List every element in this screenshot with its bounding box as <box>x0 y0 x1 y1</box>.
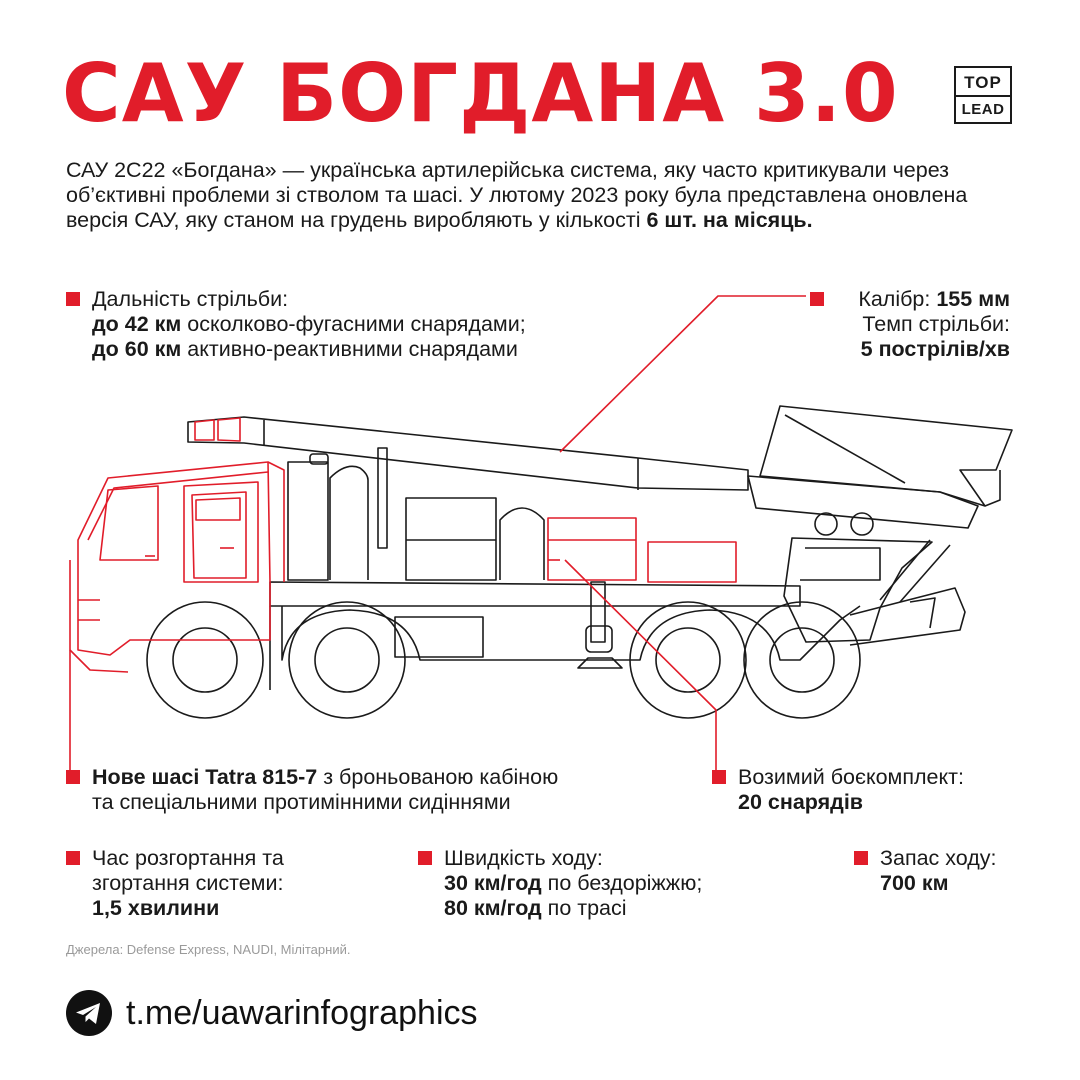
reserve-value-line <box>854 871 997 896</box>
bullet-square-icon <box>66 770 80 784</box>
speed-road-value: 80 км/год <box>444 896 542 920</box>
deploy-value: 1,5 хвилини <box>92 896 220 920</box>
speed-offroad-text: по бездоріжжю; <box>541 871 703 895</box>
ammo-value: 20 снарядів <box>738 790 864 814</box>
fact-chassis <box>66 765 558 815</box>
bullet-square-icon <box>66 292 80 306</box>
rate-value-line <box>810 337 1010 362</box>
bullet-square-icon <box>418 851 432 865</box>
reserve-label: Запас ходу: <box>880 846 997 870</box>
chassis-bold: Нове шасі Tatra 815-7 <box>92 765 318 789</box>
telegram-plane-glyph <box>66 990 112 1036</box>
range-rap-text: активно-реактивними снарядами <box>181 337 518 361</box>
caliber-line <box>810 287 1010 312</box>
bullet-square-icon <box>854 851 868 865</box>
ammo-value-line <box>712 790 964 815</box>
fact-caliber <box>810 287 1010 362</box>
range-he-text: осколково-фугасними снарядами; <box>181 312 526 336</box>
chassis-line-2: та спеціальними протимінними сидіннями <box>92 790 511 814</box>
chassis-line-1 <box>66 765 558 790</box>
range-line-1 <box>66 312 526 337</box>
rate-value: 5 пострілів/хв <box>860 337 1010 361</box>
range-he-value: до 42 км <box>92 312 182 336</box>
speed-offroad-value: 30 км/год <box>444 871 542 895</box>
speed-label: Швидкість ходу: <box>444 846 603 870</box>
speed-line-1 <box>418 871 702 896</box>
reserve-value: 700 км <box>880 871 949 895</box>
fact-speed <box>418 846 702 921</box>
bullet-square-icon <box>712 770 726 784</box>
bullet-square-icon <box>810 292 824 306</box>
rate-label: Темп стрільби: <box>862 312 1010 336</box>
truck-highlight-outline <box>70 296 806 775</box>
speed-road-text: по трасі <box>541 896 627 920</box>
deploy-line-1: Час розгортання та <box>92 846 284 870</box>
fact-firing-range <box>66 287 526 362</box>
ammo-label: Возимий боєкомплект: <box>738 765 964 789</box>
caliber-label: Калібр: <box>858 287 937 311</box>
logo-bottom-text: LEAD <box>961 101 1005 118</box>
fact-deploy-time <box>66 846 284 921</box>
telegram-icon[interactable] <box>66 990 112 1036</box>
chassis-text: з броньованою кабіною <box>317 765 559 789</box>
fact-range-reserve <box>854 846 997 896</box>
range-rap-value: до 60 км <box>92 337 182 361</box>
truck-body-outline <box>147 406 1012 718</box>
bullet-square-icon <box>66 851 80 865</box>
intro-text: САУ 2С22 «Богдана» — українська артилерійська система, яку часто критикували через об’єктивні проблеми зі стволом та шасі. У лютому 2023 року була представлена оновлена версія САУ, яку станом на грудень виробляють у кількості <box>66 158 968 232</box>
logo-top-text: TOP <box>964 73 1002 92</box>
caliber-value: 155 мм <box>936 287 1010 311</box>
fact-ammo <box>712 765 964 815</box>
range-label: Дальність стрільби: <box>92 287 289 311</box>
sources-note: Джерела: Defense Express, NAUDI, Мілітарний. <box>66 942 351 957</box>
range-line-2 <box>66 337 526 362</box>
speed-line-2 <box>418 896 702 921</box>
deploy-line-2: згортання системи: <box>92 871 284 895</box>
page-title: САУ БОГДАНА 3.0 <box>62 47 899 140</box>
telegram-link[interactable]: t.me/uawarinfographics <box>126 994 478 1032</box>
intro-bold: 6 шт. на місяць. <box>646 208 813 232</box>
deploy-value-line <box>66 896 284 921</box>
